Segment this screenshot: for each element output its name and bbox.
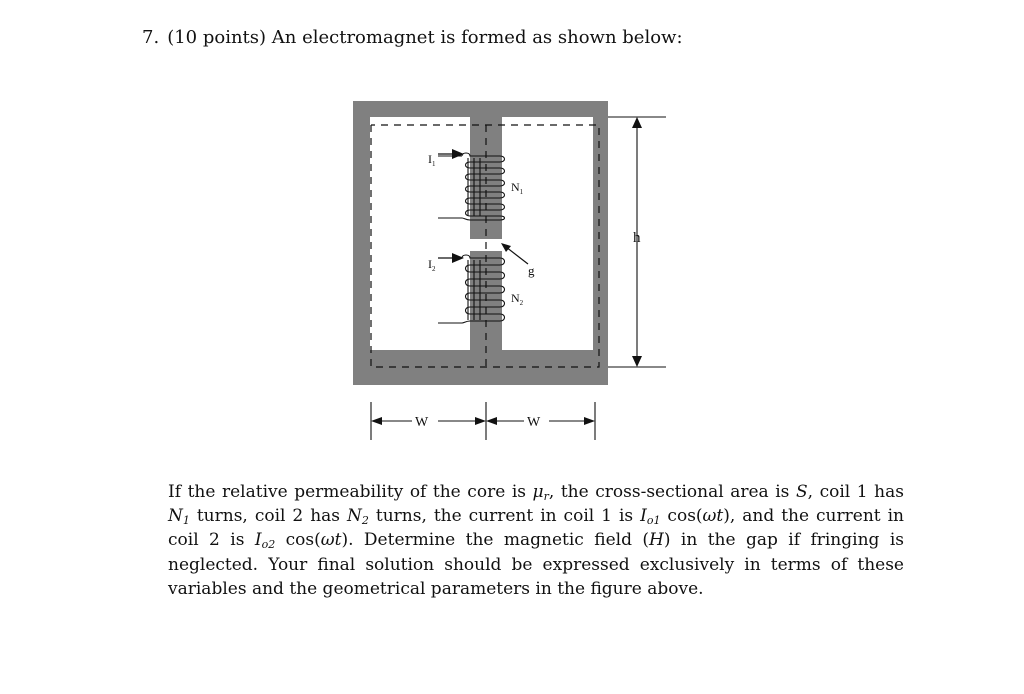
area-symbol: S [795, 482, 808, 502]
statement-text: ) in the gap if fringing is neglected. Your final solution should be expressed exclusively in terms of these variables and the geometrical parameters in the figure above. [168, 530, 904, 599]
core-window-right [502, 117, 593, 350]
label-height: h [633, 230, 641, 246]
width-dimension [371, 402, 595, 440]
label-width-left: W [415, 415, 429, 430]
problem-heading-text: (10 points) An electromagnet is formed as shown below: [167, 27, 683, 48]
omega-t-1: ωt [702, 506, 724, 527]
statement-text: turns, the current in coil 1 is [368, 506, 641, 527]
statement-text: , the cross-sectional area is [548, 482, 796, 502]
label-gap: g [528, 263, 535, 278]
label-i2: $I_2$ [428, 257, 436, 273]
problem-statement [168, 480, 904, 601]
n1-symbol: $N_1$ [168, 506, 190, 528]
mu-symbol: $\mu_r$ [532, 482, 549, 503]
h-symbol: H [649, 530, 664, 551]
label-n2: $N_2$ [511, 291, 524, 307]
statement-text: ), and the current in coil 2 is [168, 506, 904, 551]
statement-text: turns, coil 2 has [189, 506, 348, 527]
statement-text: cos( [660, 506, 703, 527]
omega-t-2: ωt [320, 530, 342, 551]
statement-text: cos( [275, 530, 321, 551]
n2-symbol: $N_2$ [347, 506, 369, 528]
magnetic-core [353, 101, 608, 385]
i2-symbol: $I_{o2}$ [254, 530, 276, 552]
label-i1: $I_1$ [428, 152, 436, 168]
problem-number: 7. [142, 27, 160, 48]
statement-text: ). Determine the magnetic field ( [341, 530, 650, 551]
statement-text: , coil 1 has [807, 482, 904, 502]
label-width-right: W [527, 415, 541, 430]
i1-symbol: $I_{o1}$ [640, 506, 661, 528]
statement-text: If the relative permeability of the core is [168, 482, 533, 502]
label-n1: $N_1$ [511, 180, 524, 196]
